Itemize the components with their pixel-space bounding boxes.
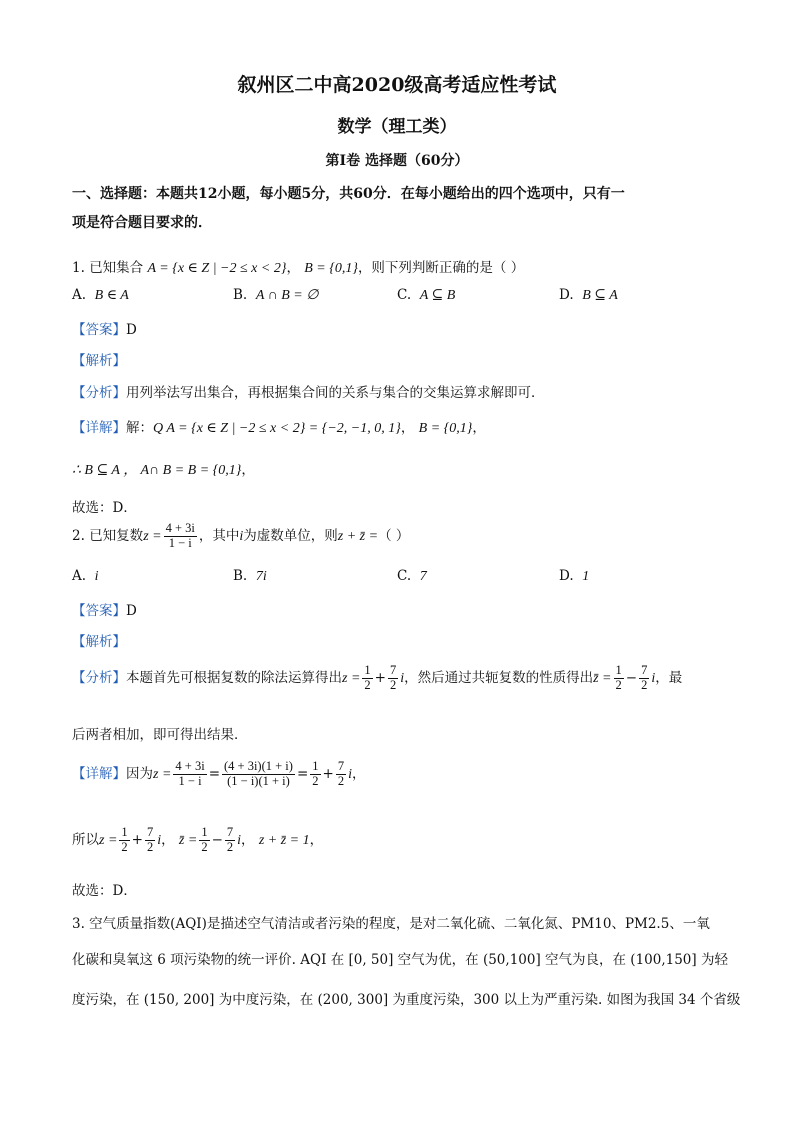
q1-option-b bbox=[233, 287, 318, 304]
answer-tag: 【答案】 bbox=[72, 603, 126, 619]
den: 2 bbox=[337, 773, 345, 788]
so-zbar: z̄ = bbox=[178, 832, 198, 848]
option-value: 7 bbox=[419, 569, 427, 584]
q1-answer bbox=[72, 318, 137, 338]
den: 2 bbox=[146, 839, 154, 854]
q2-text-d: （ ） bbox=[378, 527, 410, 544]
q3-line1: 3. 空气质量指数(AQI)是描述空气清洁或者污染的程度，是对二氧化硫、二氧化氮、PM10、PM2.5、一氧 bbox=[72, 916, 710, 932]
q1-detail bbox=[72, 416, 486, 437]
q1-option-d bbox=[559, 287, 618, 304]
num: 7 bbox=[641, 663, 648, 677]
option-value: B ∈ A bbox=[94, 288, 129, 303]
q1-fenxi bbox=[72, 381, 545, 401]
comma: ， bbox=[241, 831, 255, 848]
q2-option-d bbox=[559, 568, 589, 585]
num: 7 bbox=[337, 759, 345, 773]
num: 7 bbox=[146, 825, 154, 839]
q1-set-a: A = {x ∈ Z | −2 ≤ x < 2} bbox=[147, 261, 287, 276]
option-label: D. bbox=[559, 568, 574, 584]
equals-sign: = bbox=[208, 765, 220, 782]
fenxi-z-eq: z = bbox=[342, 670, 361, 686]
option-label: B. bbox=[233, 568, 248, 584]
den: 2 bbox=[615, 677, 622, 692]
num: 1 bbox=[201, 825, 208, 839]
q1-number: 1. bbox=[72, 260, 85, 276]
detail-frac2 bbox=[222, 760, 295, 789]
option-label: D. bbox=[559, 287, 574, 303]
plus-sign: + bbox=[131, 831, 143, 848]
so-sum: z + z̄ = 1 bbox=[258, 832, 310, 848]
num: 1 bbox=[364, 663, 371, 677]
q2-option-b bbox=[233, 568, 267, 585]
detail-text: 因为 bbox=[126, 765, 153, 782]
den: 2 bbox=[364, 677, 371, 692]
detail-comma: ， bbox=[400, 420, 415, 436]
comma: ， bbox=[351, 765, 366, 782]
conclusion-math: ∴ B ⊆ A ， A∩ B = B = {0,1} bbox=[72, 463, 242, 478]
so-frac2 bbox=[145, 826, 155, 855]
q2-text-b: ，其中 bbox=[198, 527, 240, 544]
q2-answer bbox=[72, 599, 137, 619]
q1-comma: ， bbox=[286, 260, 300, 276]
frac-seven-half bbox=[388, 664, 398, 693]
option-value: i bbox=[94, 569, 99, 584]
q3-line2: 化碳和臭氧这 6 项污染物的统一评价. AQI 在 [0, 50] 空气为优，在 (50,100] 空气为良，在 (100,150] 为轻 bbox=[72, 952, 728, 968]
plus-sign: + bbox=[374, 669, 386, 686]
fenxi-text-c: ，最 bbox=[655, 669, 683, 686]
q1-analysis-tag: 【解析】 bbox=[72, 353, 126, 369]
detail-tag: 【详解】 bbox=[72, 765, 126, 782]
q2-number: 2. bbox=[72, 527, 85, 544]
q2-fenxi bbox=[72, 664, 682, 693]
so-text: 所以 bbox=[72, 831, 99, 848]
q3-line3: 度污染，在 (150, 200] 为中度污染，在 (200, 300] 为重度污染，300 以上为严重污染. 如图为我国 34 个省级 bbox=[72, 992, 741, 1008]
detail-frac1 bbox=[173, 760, 206, 789]
answer-value: D bbox=[126, 603, 137, 619]
option-value: 7i bbox=[255, 569, 267, 584]
q1-conclusion bbox=[72, 458, 255, 479]
num: 1 bbox=[312, 759, 319, 773]
fenxi-tag: 【分析】 bbox=[72, 385, 126, 401]
i-symbol: i bbox=[348, 766, 352, 782]
q2-text-a: 已知复数 bbox=[89, 527, 144, 544]
q1-option-c bbox=[397, 287, 455, 304]
den: 2 bbox=[201, 839, 208, 854]
detail-prefix: 解： bbox=[126, 420, 153, 436]
so-frac3 bbox=[199, 826, 209, 855]
option-label: B. bbox=[233, 287, 248, 303]
frac-seven-half-2 bbox=[639, 664, 649, 693]
num: 1 bbox=[615, 663, 622, 677]
den: 2 bbox=[312, 773, 319, 788]
option-label: C. bbox=[397, 568, 412, 584]
option-value: A ∩ B = ∅ bbox=[255, 288, 319, 303]
instructions-line1: 一、选择题：本题共12小题，每小题5分，共60分．在每小题给出的四个选项中，只有一 bbox=[72, 186, 625, 202]
detail-tag: 【详解】 bbox=[72, 420, 126, 436]
section-title: 第I卷 选择题（60分） bbox=[325, 153, 469, 169]
fenxi-text-b: ，然后通过共轭复数的性质得出 bbox=[404, 669, 594, 686]
num: 1 bbox=[121, 825, 128, 839]
q2-so bbox=[72, 826, 323, 855]
subject-title: 数学（理工类） bbox=[337, 117, 457, 137]
equals-sign: = bbox=[296, 765, 309, 782]
option-value: A ⊆ B bbox=[419, 288, 456, 303]
q2-option-a bbox=[72, 568, 99, 585]
i-symbol: i bbox=[400, 670, 405, 686]
so-z-eq: z = bbox=[99, 832, 118, 848]
option-label: A. bbox=[72, 287, 87, 303]
option-label: A. bbox=[72, 568, 87, 584]
num: 4 + 3i bbox=[175, 759, 205, 773]
so-frac4 bbox=[225, 826, 235, 855]
detail-z-eq: z = bbox=[153, 766, 172, 782]
q2-i-symbol: i bbox=[239, 528, 244, 544]
q2-stem bbox=[72, 522, 409, 551]
q2-analysis-tag: 【解析】 bbox=[72, 634, 126, 650]
den: 2 bbox=[226, 839, 234, 854]
detail-math: Q A = {x ∈ Z | −2 ≤ x < 2} = {−2, −1, 0, 1} bbox=[153, 421, 401, 436]
q2-detail bbox=[72, 760, 365, 789]
q2-text-c: 为虚数单位，则 bbox=[243, 527, 338, 544]
option-label: C. bbox=[397, 287, 412, 303]
i-symbol: i bbox=[651, 670, 656, 686]
comma: ， bbox=[309, 831, 324, 848]
detail-frac3 bbox=[310, 760, 320, 789]
fraction-denominator: 1 − i bbox=[168, 535, 192, 550]
q2-expression: z + z̄ = bbox=[337, 528, 379, 544]
den: (1 − i)(1 + i) bbox=[227, 773, 290, 788]
option-value: B ⊆ A bbox=[582, 288, 618, 303]
detail-end: ， bbox=[472, 420, 486, 436]
i-symbol: i bbox=[157, 832, 162, 848]
den: 1 − i bbox=[178, 773, 202, 788]
num: 7 bbox=[389, 663, 397, 677]
option-value: 1 bbox=[582, 569, 590, 584]
den: 2 bbox=[121, 839, 128, 854]
plus-sign: + bbox=[322, 765, 334, 782]
detail-frac4 bbox=[336, 760, 346, 789]
fenxi-text: 用列举法写出集合，再根据集合间的关系与集合的交集运算求解即可． bbox=[126, 385, 545, 401]
q2-fenxi-line2: 后两者相加，即可得出结果． bbox=[72, 727, 248, 743]
exam-title: 叙州区二中高2020级高考适应性考试 bbox=[237, 74, 557, 96]
q1-text-b: ，则下列判断正确的是（ ） bbox=[357, 260, 525, 276]
q2-fraction bbox=[164, 522, 197, 551]
q1-text-a: 已知集合 bbox=[89, 260, 144, 276]
den: 2 bbox=[389, 677, 397, 692]
frac-half-2 bbox=[614, 664, 624, 693]
so-frac1 bbox=[119, 826, 129, 855]
fenxi-tag: 【分析】 bbox=[72, 669, 126, 686]
num: (4 + 3i)(1 + i) bbox=[224, 759, 293, 773]
i-symbol: i bbox=[237, 832, 242, 848]
frac-half bbox=[362, 664, 372, 693]
fraction-numerator: 4 + 3i bbox=[165, 521, 195, 535]
answer-tag: 【答案】 bbox=[72, 322, 126, 338]
q2-z-eq: z = bbox=[143, 528, 162, 544]
conclusion-end: ， bbox=[241, 462, 255, 478]
num: 7 bbox=[226, 825, 234, 839]
q2-choose: 故选：D． bbox=[72, 883, 137, 899]
minus-sign: − bbox=[211, 831, 223, 848]
detail-math2: B = {0,1} bbox=[418, 421, 473, 436]
q1-choose: 故选：D． bbox=[72, 500, 137, 516]
q1-stem bbox=[72, 256, 524, 277]
comma: ， bbox=[161, 831, 175, 848]
fenxi-zbar: z̄ = bbox=[593, 670, 612, 686]
q2-option-c bbox=[397, 568, 427, 585]
den: 2 bbox=[641, 677, 648, 692]
q1-set-b: B = {0,1} bbox=[304, 261, 358, 276]
q1-option-a bbox=[72, 287, 129, 304]
instructions-line2: 项是符合题目要求的． bbox=[72, 215, 212, 231]
answer-value: D bbox=[126, 322, 137, 338]
minus-sign: − bbox=[625, 669, 638, 686]
fenxi-text-a: 本题首先可根据复数的除法运算得出 bbox=[126, 669, 342, 686]
